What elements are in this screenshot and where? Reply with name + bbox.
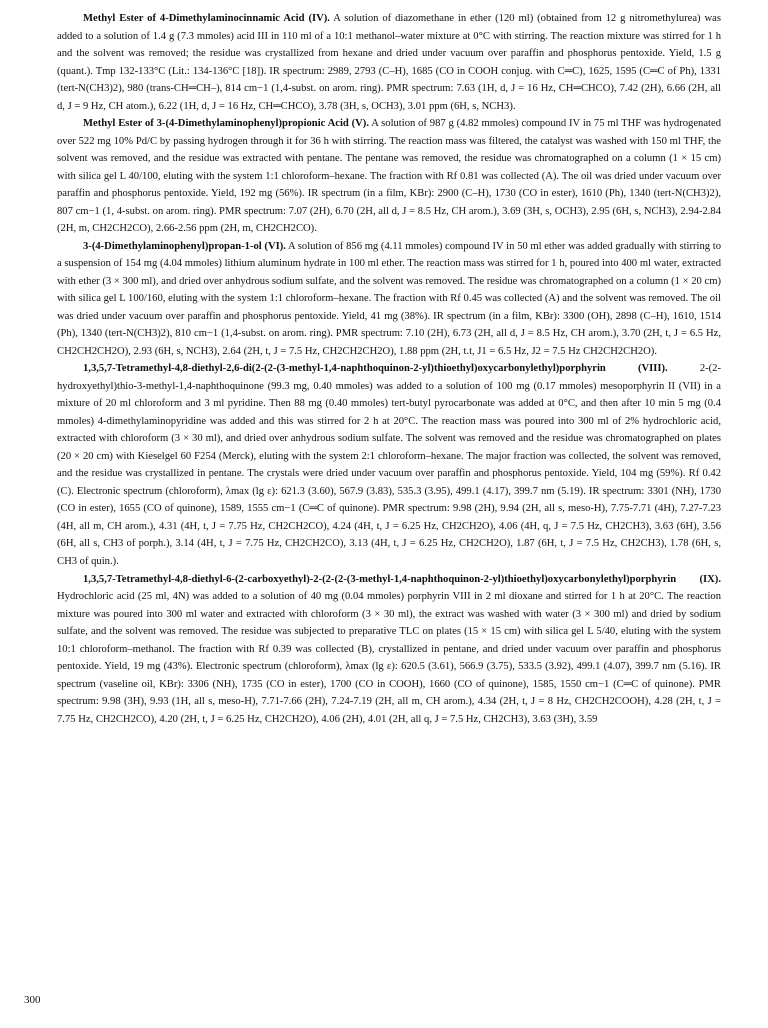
paragraph-heading: 3-(4-Dimethylaminophenyl)propan-1-ol (VI).	[83, 240, 286, 252]
paragraph-text: A solution of 856 mg (4.11 mmoles) compound IV in 50 ml ether was added gradually with stirring to a suspension of 154 mg (4.04 mmoles) lithium aluminum hydrate in 100 ml ether. The reaction mass was stirred for 1 h, poured into 400 ml water, extracted with ether (3 × 300 ml), and dried over anhydrous sodium sulfate, and the solvent was removed. The residue was chromatographed on a column (1 × 20 cm) with silica gel L 100/160, eluting with the system 1:1 chloroform–hexane. The fraction with Rf 0.45 was collected (A) and the solvent was removed. The oil was dried under vacuum over paraffin and phosphorus pentoxide. Yield, 41 mg (38%). IR spectrum (in a film, KBr): 3300 (OH), 2898 (C–H), 1610, 1514 (Ph), 1340 (tert-N(CH3)2), 810 cm−1 (1,4-subst. on arom. ring). PMR spectrum: 7.10 (2H), 6.73 (2H, all d, J = 8.5 Hz, CH arom.), 3.70 (2H, t, J = 6.5 Hz, CH2CH2CH2O), 2.93 (6H, s, NCH3), 2.64 (2H, t, J = 7.5 Hz, CH2CH2CH2O), 1.88 ppm (2H, t.t, J1 = 6.5 Hz, J2 = 7.5 Hz CH2CH2CH2O).	[57, 240, 721, 357]
paragraph-compound-iv	[57, 10, 721, 115]
paragraph-compound-v	[57, 115, 721, 238]
paragraph-compound-viii	[57, 360, 721, 570]
page-number: 300	[24, 994, 41, 1006]
paragraph-compound-ix	[57, 571, 721, 729]
paragraph-text: Hydrochloric acid (25 ml, 4N) was added to a solution of 40 mg (0.04 mmoles) porphyrin VIII in 2 ml dioxane and stirred for 1 h at 20°C. The reaction mixture was poured into 300 ml water and extracted with chloroform (3 × 30 ml), the extract was washed with water (3 × 300 ml) and dried by sodium sulfate, and the solvent was removed. The residue was subjected to preparative TLC on plates (15 × 15 cm) with silica gel L 5/40, eluting with the system 10:1 chloroform–methanol. The fraction with Rf 0.39 was collected (B), crystallized in pentane, and dried under vacuum over paraffin and phosphorus pentoxide. Yield, 19 mg (43%). Electronic spectrum (chloroform), λmax (lg ε): 620.5 (3.61), 566.9 (3.75), 533.5 (3.92), 499.1 (4.07), 399.7 nm (5.16). IR spectrum (vaseline oil, KBr): 3306 (NH), 1735 (CO in ester), 1700 (CO in COOH), 1660 (CO of quinone), 1585, 1550 cm−1 (C═C of quinone). PMR spectrum: 9.98 (3H), 9.93 (1H, all s, meso-H), 7.71-7.66 (2H), 7.24-7.19 (2H, all m, CH arom.), 4.34 (2H, t, J = 8 Hz, CH2CH2COOH), 4.28 (2H, t, J = 7.75 Hz, CH2CH2CO), 4.20 (2H, t, J = 6.25 Hz, CH2CH2O), 4.06 (2H), 4.01 (2H, all q, J = 7.5 Hz, CH2CH3), 3.63 (3H), 3.59	[57, 591, 721, 725]
paragraph-heading: Methyl Ester of 3-(4-Dimethylaminophenyl)propionic Acid (V).	[83, 118, 369, 130]
paragraph-heading: 1,3,5,7-Tetramethyl-4,8-diethyl-6-(2-carboxyethyl)-2-(2-(2-(3-methyl-1,4-naphthoquinon-2-yl)thioethyl)oxycarbonylethyl)porphyrin (IX).	[83, 573, 721, 585]
paragraph-text: 2-(2-hydroxyethyl)thio-3-methyl-1,4-naphthoquinone (99.3 mg, 0.40 mmoles) was added to a solution of 100 mg (0.17 mmoles) mesoporphyrin II (VII) in a mixture of 20 ml chloroform and 3 ml pyridine. Then 88 mg (0.40 mmoles) tert-butyl pyrocarbonate was added at 0°C, and then after 10 min 5 mg (0.4 mmoles) 4-dimethylaminopyridine was added and this was stirred for 2 h at 20°C. The reaction mass was poured into 300 ml of 2% hydrochloric acid, extracted with chloroform (3 × 30 ml), and dried over anhydrous sodium sulfate. The solvent was removed and the residue was chromatographed on plates (20 × 20 cm) with Kieselgel 60 F254 (Merck), eluting with the system 2:1 chloroform–hexane. The major fraction was collected, the solvent was removed, and the residue was crystallized in pentane. The crystals were dried under vacuum over paraffin and phosphorus pentoxide. Yield, 104 mg (59%). Rf 0.42 (C). Electronic spectrum (chloroform), λmax (lg ε): 621.3 (3.60), 567.9 (3.83), 535.3 (3.95), 499.1 (4.17), 399.7 nm (5.19). IR spectrum: 3301 (NH), 1730 (CO in ester), 1655 (CO of quinone), 1589, 1555 cm−1 (C═C of quinone). PMR spectrum: 9.98 (2H), 9.94 (2H, all s, meso-H), 7.75-7.71 (4H), 7.27-7.23 (4H, all m, CH arom.), 4.31 (4H, t, J = 7.75 Hz, CH2CH2CO), 4.24 (4H, t, J = 6.25 Hz, CH2CH2O), 4.06 (4H, q, J = 7.5 Hz, CH2CH3), 3.63 (6H), 3.56 (6H, all s, CH3 of porph.), 3.14 (4H, t, J = 7.75 Hz, CH2CH2CO), 3.13 (4H, t, J = 6.25 Hz, CH2CH2O), 1.87 (6H, t, J = 7.5 Hz, CH2CH3), 1.78 (6H, s, CH3 of quin.).	[57, 363, 721, 567]
paragraph-heading: Methyl Ester of 4-Dimethylaminocinnamic Acid (IV).	[83, 13, 330, 24]
paragraph-heading: 1,3,5,7-Tetramethyl-4,8-diethyl-2,6-di(2-(2-(3-methyl-1,4-naphthoquinon-2-yl)thioethyl)oxycarbonylethyl)porphyrin (VIII).	[83, 363, 668, 375]
paragraph-text: A solution of diazomethane in ether (120 ml) (obtained from 12 g nitromethylurea) was added to a solution of 1.4 g (7.3 mmoles) acid III in 110 ml of a 10:1 methanol–water mixture at 0°C with stirring. The reaction mixture was stirred for 1 h and the solvent was removed; the residue was crystallized from hexane and dried under vacuum over paraffin and phosphorus pentoxide. Yield, 1.5 g (quant.). Tmp 132-133°C (Lit.: 134-136°C [18]). IR spectrum: 2989, 2793 (C–H), 1685 (CO in COOH conjug. with C═C), 1625, 1595 (C═C of Ph), 1331 (tert-N(CH3)2), 980 (trans-CH═CH–), 814 cm−1 (1,4-subst. on arom. ring). PMR spectrum: 7.63 (1H, d, J = 16 Hz, CH═CHCO), 7.42 (2H), 6.66 (2H, all d, J = 9 Hz, CH atom.), 6.22 (1H, d, J = 16 Hz, CH═CHCO), 3.78 (3H, s, OCH3), 3.01 ppm (6H, s, NCH3).	[57, 13, 721, 112]
paragraph-compound-vi	[57, 238, 721, 361]
experimental-section	[57, 10, 721, 728]
paragraph-text: A solution of 987 g (4.82 mmoles) compound IV in 75 ml THF was hydrogenated over 522 mg 10% Pd/C by passing hydrogen through it for 36 h with stirring. The reaction mass was filtered, the catalyst was washed with 150 ml THF, the solvent was removed, and the residue was extracted with pentane. The pentane was removed, the residue was chromatographed on a column (1 × 15 cm) with silica gel L 40/100, eluting with the system 1:1 chloroform–hexane. The fraction with Rf 0.81 was collected (A). The oil was dried under vacuum over paraffin and phosphorus pentoxide. Yield, 192 mg (56%). IR spectrum (in a film, KBr): 2900 (C–H), 1730 (CO in ester), 1610 (Ph), 1340 (tert-N(CH3)2), 807 cm−1 (1, 4-subst. on arom. ring). PMR spectrum: 7.07 (2H), 6.70 (2H, all d, J = 8.5 Hz, CH arom.), 3.69 (3H, s, OCH3), 2.95 (6H, s, NCH3), 2.94-2.84 (2H, m, CH2CH2CO), 2.66-2.56 ppm (2H, m, CH2CH2CO).	[57, 118, 721, 235]
